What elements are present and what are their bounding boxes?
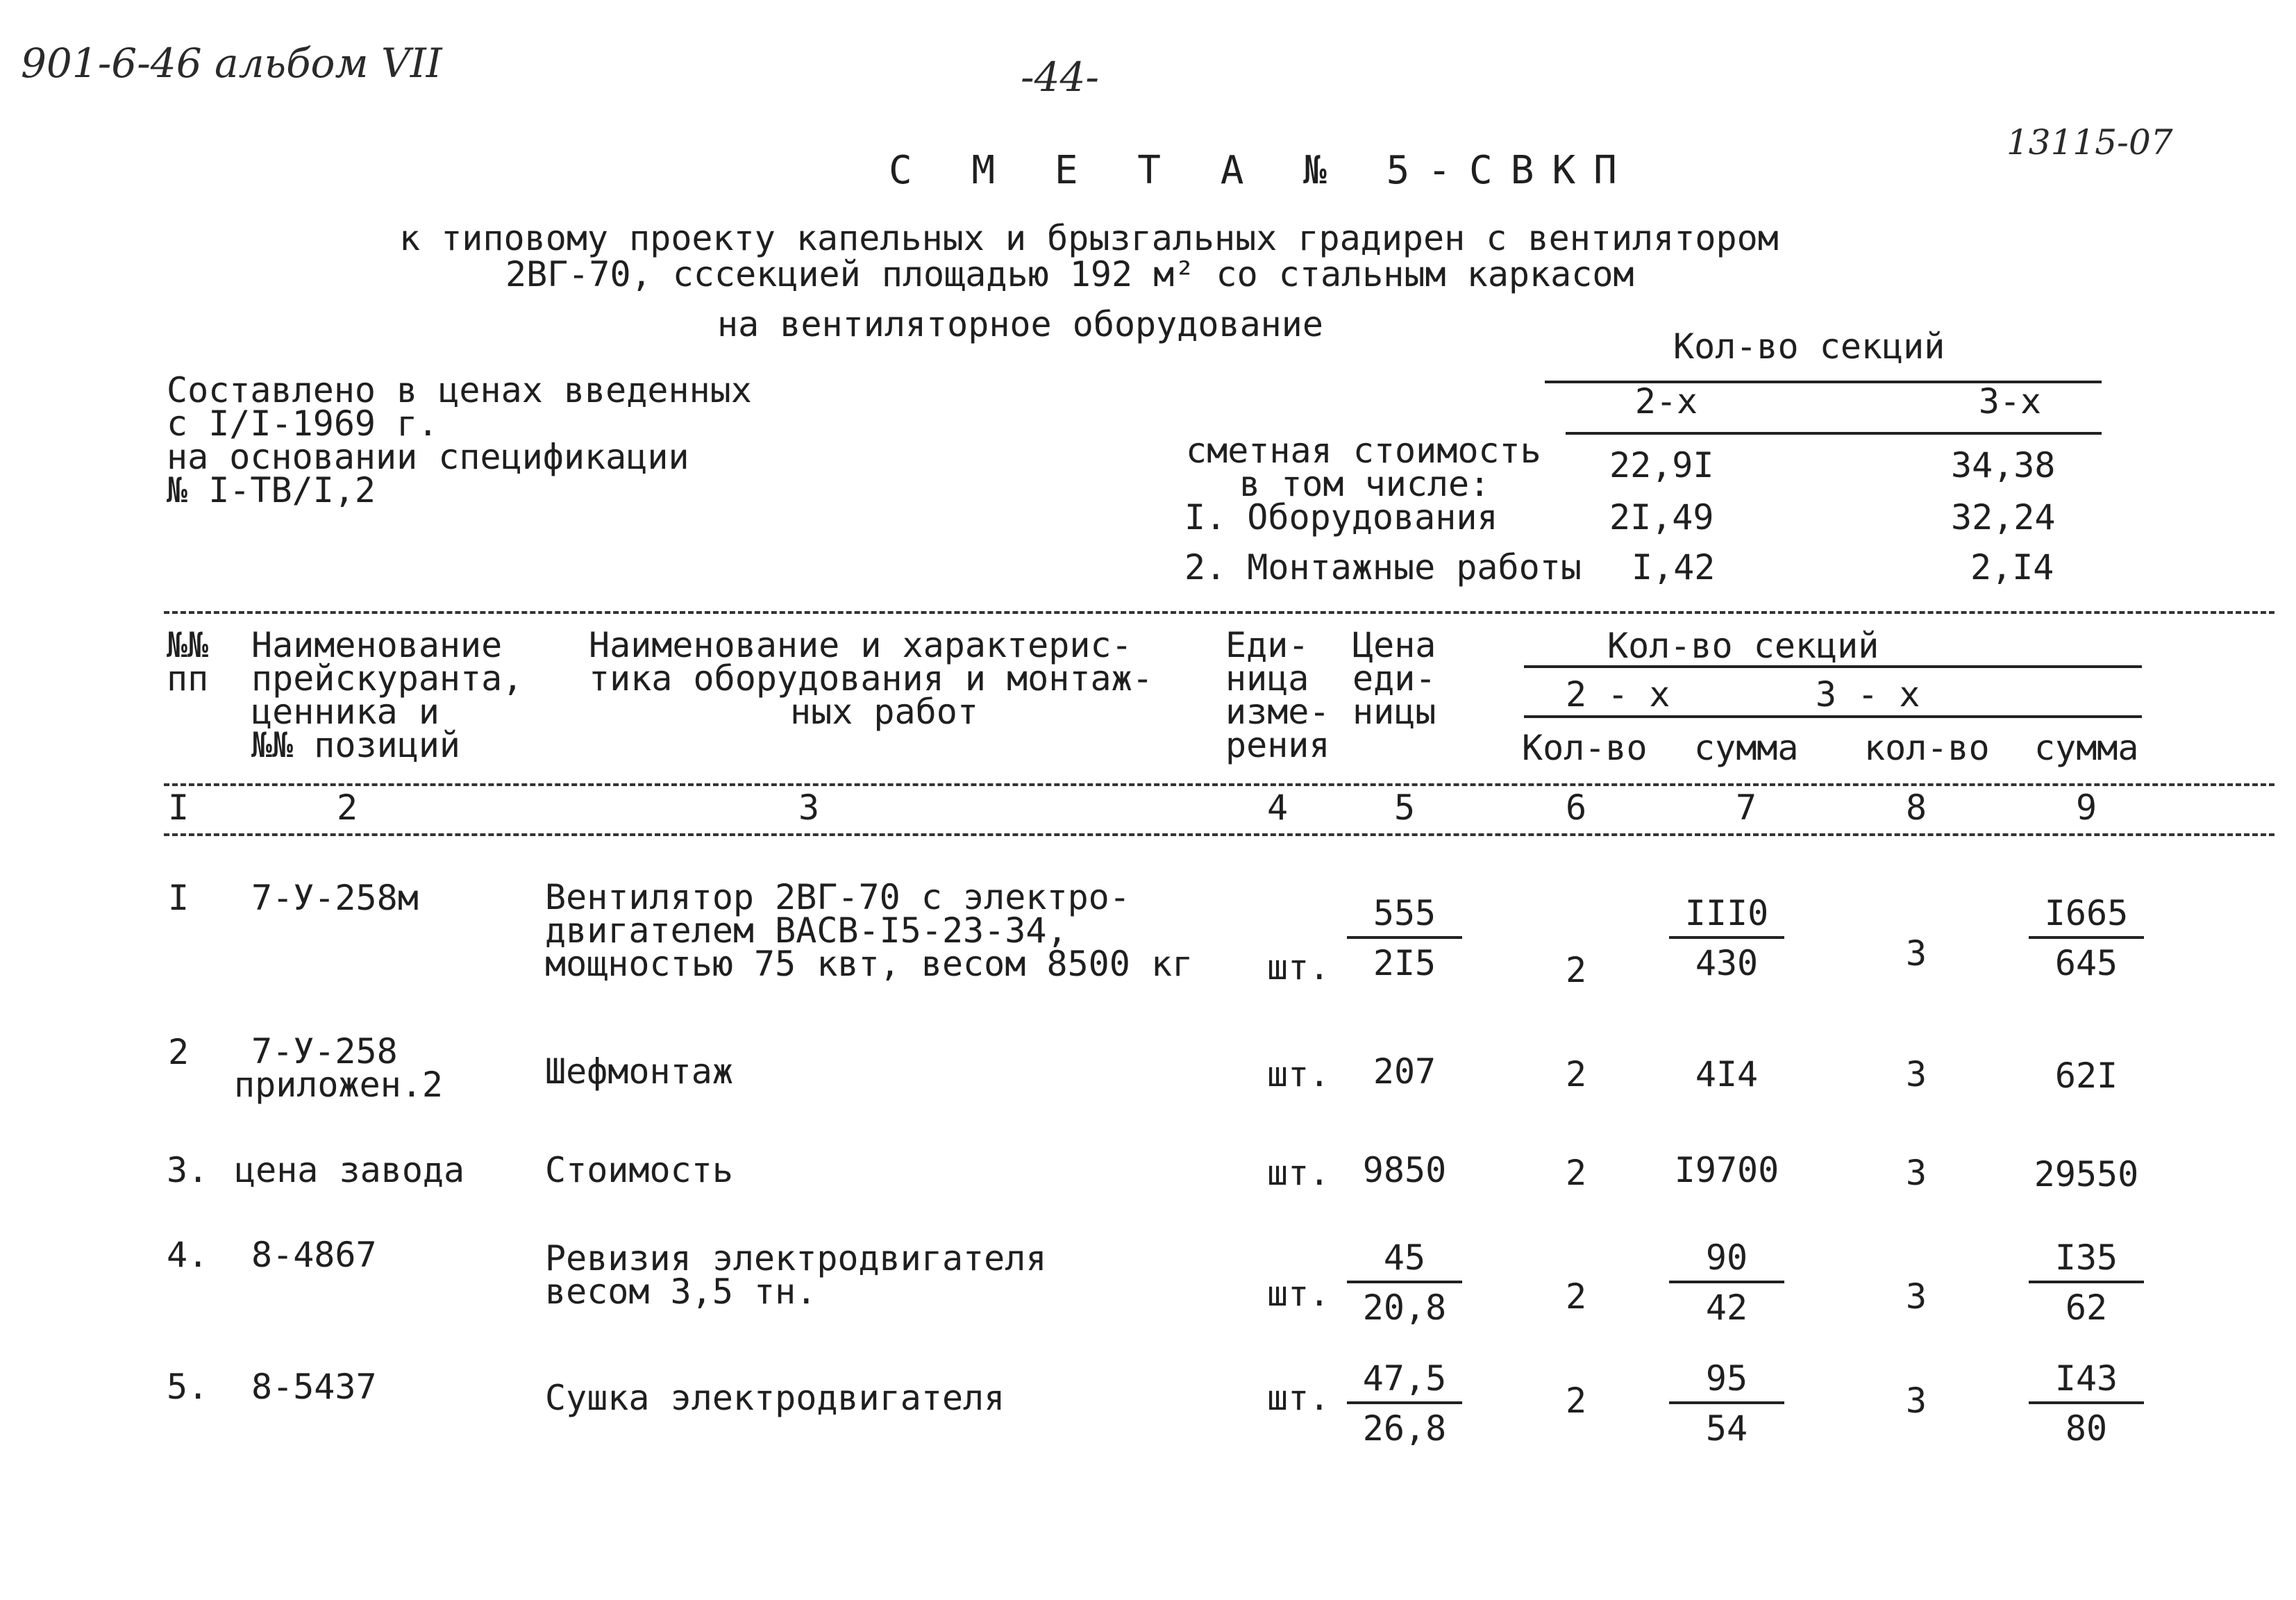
- archive-number: 13115-07: [2006, 122, 2173, 162]
- header-text: ных работ: [790, 692, 978, 732]
- fraction-top: I665: [2044, 893, 2129, 933]
- header-text: ценника и: [251, 692, 439, 732]
- summary-label-including: в том числе:: [1239, 464, 1491, 504]
- row-name: [545, 877, 1193, 984]
- fraction-bottom: 430: [1695, 943, 1759, 983]
- header-sum-2: сумма: [1694, 728, 1799, 768]
- row-code: [234, 1031, 444, 1105]
- document-title: С М Е Т А № 5-СВКП: [889, 148, 1635, 193]
- header-text: №№ позиций: [251, 725, 461, 765]
- header-text: Наименование и характерис-: [589, 625, 1132, 665]
- row-sum-3: 62I: [2054, 1056, 2118, 1096]
- basis-line: с I/I-1969 г.: [167, 403, 439, 444]
- row-sum-3-fraction: [2020, 1238, 2152, 1328]
- row-qty-2: 2: [1566, 1276, 1587, 1317]
- header-sections: Кол-во секций: [1607, 626, 1879, 666]
- row-sum-2-fraction: [1661, 1358, 1793, 1449]
- fraction-top: I43: [2054, 1358, 2118, 1399]
- row-qty-2: 2: [1566, 1381, 1587, 1421]
- header-text: прейскуранта,: [251, 658, 523, 699]
- header-col-4: [1225, 625, 1330, 765]
- row-unit: шт.: [1267, 1274, 1330, 1314]
- subtitle-line-1: к типовому проекту капельных и брызгальных градирен с вентилятором: [399, 218, 1779, 258]
- header-text: тика оборудования и монтаж-: [589, 658, 1153, 699]
- row-sum-2-fraction: [1661, 1238, 1793, 1328]
- row-name-line: Вентилятор 2ВГ-70 с электро-: [545, 877, 1130, 917]
- row-unit: шт.: [1267, 1378, 1330, 1418]
- column-number: 9: [2076, 788, 2097, 828]
- header-qty-3: кол-во: [1864, 728, 1990, 768]
- row-unit: шт.: [1267, 1054, 1330, 1094]
- row-name-line: мощностью 75 квт, весом 8500 кг: [545, 944, 1193, 984]
- row-code: цена завода: [235, 1150, 465, 1190]
- header-sections-3: 3 - х: [1816, 674, 1920, 715]
- basis-block: [167, 370, 752, 510]
- header-subsections-rule: [1524, 715, 2142, 718]
- fraction-top: III0: [1684, 893, 1769, 933]
- summary-total-3: 34,38: [1951, 445, 2056, 485]
- album-reference: 901-6-46 альбом VII: [21, 40, 442, 87]
- row-code-line: 7-У-258: [251, 1031, 398, 1072]
- row-name: Сушка электродвигателя: [545, 1378, 1005, 1418]
- fraction-top: 45: [1383, 1238, 1426, 1278]
- column-number: I: [168, 788, 190, 828]
- header-col-3: [589, 625, 1153, 732]
- header-text: пп: [167, 658, 209, 699]
- header-text: изме-: [1225, 692, 1330, 732]
- header-text: ница: [1225, 658, 1309, 699]
- row-price-fraction: [1339, 1358, 1470, 1449]
- fraction-top: 555: [1373, 893, 1436, 933]
- row-sum-2: 4I4: [1695, 1054, 1759, 1094]
- fraction-bottom: 2I5: [1373, 943, 1436, 983]
- fraction-bottom: 62: [2065, 1288, 2108, 1328]
- header-col-2: [251, 625, 523, 765]
- row-number: I: [168, 878, 190, 918]
- table-divider-top: [164, 611, 2274, 614]
- basis-line: № I-ТВ/I,2: [167, 470, 376, 510]
- fraction-bottom: 645: [2054, 943, 2118, 983]
- row-code: 7-У-258м: [251, 878, 419, 918]
- summary-label-installation: 2. Монтажные работы: [1184, 547, 1582, 588]
- column-number: 6: [1566, 788, 1587, 828]
- row-sum-3-fraction: [2020, 1358, 2152, 1449]
- table-divider-mid: [164, 783, 2274, 786]
- fraction-bottom: 54: [1705, 1408, 1748, 1449]
- header-sum-3: сумма: [2034, 728, 2139, 768]
- row-qty-3: 3: [1906, 1381, 1927, 1421]
- row-qty-3: 3: [1906, 1153, 1927, 1193]
- header-text: Наименование: [251, 625, 503, 665]
- header-text: №№: [167, 625, 209, 665]
- row-unit: шт.: [1267, 1153, 1330, 1193]
- summary-total-2: 22,9I: [1609, 445, 1714, 485]
- row-number: 4.: [167, 1235, 209, 1275]
- fraction-top: 90: [1705, 1238, 1748, 1278]
- row-price-fraction: [1339, 893, 1470, 983]
- subtitle-line-3: на вентиляторное оборудование: [717, 304, 1323, 344]
- summary-equipment-3: 32,24: [1951, 497, 2056, 538]
- row-qty-2: 2: [1566, 950, 1587, 990]
- row-number: 3.: [167, 1150, 209, 1190]
- row-price: 207: [1373, 1051, 1436, 1092]
- summary-label-total: сметная стоимость: [1186, 431, 1541, 471]
- summary-installation-2: I,42: [1632, 547, 1716, 588]
- header-sections-rule: [1524, 665, 2142, 668]
- summary-col-3: 3-х: [1978, 381, 2042, 422]
- basis-line: Составлено в ценах введенных: [167, 370, 752, 410]
- row-number: 2: [168, 1032, 190, 1072]
- fraction-bottom: 26,8: [1362, 1408, 1447, 1449]
- header-text: ницы: [1352, 692, 1436, 732]
- row-name: Стоимость: [545, 1150, 733, 1190]
- row-name-line: Ревизия электродвигателя: [545, 1238, 1047, 1278]
- header-sections-2: 2 - х: [1566, 674, 1670, 715]
- column-number: 3: [798, 788, 820, 828]
- header-text: Еди-: [1225, 625, 1309, 665]
- row-sum-2: I9700: [1674, 1150, 1779, 1190]
- column-number: 4: [1267, 788, 1289, 828]
- row-sum-3-fraction: [2020, 893, 2152, 983]
- header-qty-2: Кол-во: [1522, 728, 1648, 768]
- subtitle-line-2: 2ВГ-70, сссекцией площадью 192 м² со стальным каркасом: [505, 254, 1634, 294]
- fraction-top: 95: [1705, 1358, 1748, 1399]
- summary-header: Кол-во секций: [1673, 326, 1945, 367]
- summary-col-2: 2-х: [1634, 381, 1698, 422]
- row-code: 8-4867: [251, 1235, 377, 1275]
- row-qty-3: 3: [1906, 933, 1927, 974]
- row-code: 8-5437: [251, 1367, 377, 1407]
- row-qty-2: 2: [1566, 1153, 1587, 1193]
- header-col-5: [1352, 625, 1436, 732]
- fraction-bottom: 42: [1705, 1288, 1748, 1328]
- row-unit: шт.: [1267, 947, 1330, 988]
- fraction-top: I35: [2054, 1238, 2118, 1278]
- row-name: [545, 1238, 1047, 1312]
- row-qty-3: 3: [1906, 1276, 1927, 1317]
- header-col-1: [167, 625, 209, 699]
- fraction-top: 47,5: [1362, 1358, 1447, 1399]
- row-name-line: двигателем ВАСВ-I5-23-34,: [545, 910, 1068, 951]
- page-number: -44-: [1021, 53, 1099, 101]
- column-number: 2: [337, 788, 358, 828]
- summary-label-equipment: I. Оборудования: [1184, 497, 1498, 538]
- column-number: 8: [1906, 788, 1927, 828]
- row-price: 9850: [1362, 1150, 1447, 1190]
- table-divider-bottom: [164, 833, 2274, 836]
- row-sum-2-fraction: [1661, 893, 1793, 983]
- basis-line: на основании спецификации: [167, 437, 689, 477]
- summary-rule-bottom: [1566, 432, 2102, 435]
- row-code-line: приложен.2: [234, 1065, 444, 1105]
- fraction-bottom: 20,8: [1362, 1288, 1447, 1328]
- row-qty-2: 2: [1566, 1054, 1587, 1094]
- fraction-bottom: 80: [2065, 1408, 2108, 1449]
- column-number: 7: [1736, 788, 1757, 828]
- summary-equipment-2: 2I,49: [1609, 497, 1714, 538]
- row-name: Шефмонтаж: [545, 1051, 733, 1092]
- column-number: 5: [1394, 788, 1416, 828]
- header-text: Цена: [1352, 625, 1436, 665]
- row-qty-3: 3: [1906, 1054, 1927, 1094]
- row-price-fraction: [1339, 1238, 1470, 1328]
- header-text: рения: [1225, 725, 1330, 765]
- row-number: 5.: [167, 1367, 209, 1407]
- summary-installation-3: 2,I4: [1970, 547, 2054, 588]
- row-name-line: весом 3,5 тн.: [545, 1272, 817, 1312]
- header-text: еди-: [1352, 658, 1436, 699]
- row-sum-3: 29550: [2034, 1154, 2139, 1194]
